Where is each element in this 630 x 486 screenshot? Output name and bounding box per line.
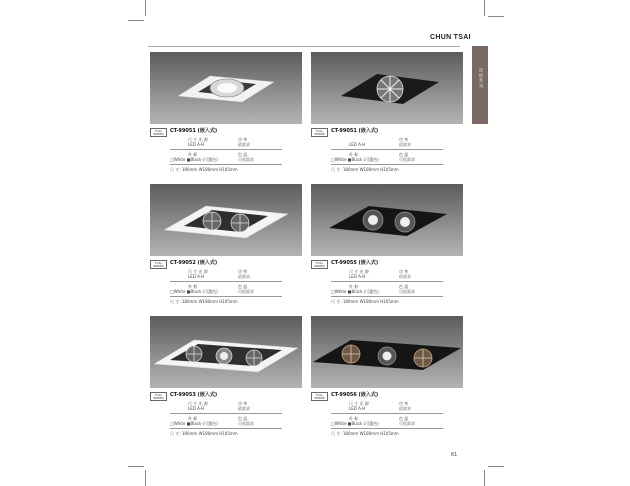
spec-label: 尺 寸 光 源 <box>188 137 208 142</box>
spec-label: 尺 寸 光 源 <box>188 269 208 274</box>
spec-label: 色 溫 <box>238 284 248 289</box>
spec-value: 依需求 <box>238 406 250 411</box>
spec-label: 尺 寸 光 源 <box>349 401 369 406</box>
series-tag: FULL SERIES <box>150 128 167 137</box>
divider <box>170 428 282 429</box>
crop-mark <box>484 470 485 486</box>
divider <box>331 164 443 165</box>
spec-value: LED A-H <box>188 274 205 279</box>
series-tag: FULL SERIES <box>311 392 328 401</box>
spec-value: 依需求 <box>238 142 250 147</box>
spec-label: 功 率 <box>238 137 248 142</box>
series-tag: FULL SERIES <box>311 128 328 137</box>
dimensions: 尺 寸: 180mm W180mm H105mm <box>170 431 238 436</box>
spec-label: 色 溫 <box>399 416 409 421</box>
spec-value: 可依需求 <box>238 289 254 294</box>
spec-label: 色 溫 <box>399 284 409 289</box>
model-number: CT-99053 (嵌入式) <box>170 392 218 398</box>
spec-value: 依需求 <box>399 142 411 147</box>
spec-value: LED A-H <box>349 274 366 279</box>
divider <box>170 296 282 297</box>
spec-value: 可依需求 <box>399 157 415 162</box>
spec-label: 外 框 <box>349 284 359 289</box>
divider <box>170 149 282 150</box>
dimensions: 尺 寸: 180mm W180mm H105mm <box>331 167 399 172</box>
model-number: CT-99052 (嵌入式) <box>170 260 218 266</box>
series-tag: FULL SERIES <box>150 260 167 269</box>
model-number: CT-99051 (嵌入式) <box>331 128 379 134</box>
spec-value: 可依需求 <box>238 421 254 426</box>
spec-value: 可依需求 <box>399 421 415 426</box>
divider <box>170 281 282 282</box>
spec-value: LED A-H <box>188 406 205 411</box>
spec-row <box>170 416 282 428</box>
crop-mark <box>128 466 144 467</box>
downlight-double-black <box>311 184 463 256</box>
product-photo <box>150 184 302 256</box>
spec-row <box>331 416 443 428</box>
spec-label: 外 框 <box>349 152 359 157</box>
series-tag: FULL SERIES <box>311 260 328 269</box>
spec-row <box>170 284 282 296</box>
spec-row <box>331 401 443 413</box>
spec-value: □White ■Black (可選色) <box>331 421 379 426</box>
divider <box>331 296 443 297</box>
downlight-triple-white <box>150 316 302 388</box>
spec-row <box>331 137 443 149</box>
spec-row <box>170 269 282 281</box>
spec-value: 可依需求 <box>399 289 415 294</box>
downlight-single-black-grille <box>311 52 463 124</box>
downlight-single-white <box>150 52 302 124</box>
spec-label: 外 框 <box>188 284 198 289</box>
side-tab-label: 崁 燈 系 列 <box>479 68 484 88</box>
spec-value: □White ■Black (可選色) <box>170 421 218 426</box>
spec-label: 功 率 <box>399 401 409 406</box>
spec-row <box>170 401 282 413</box>
divider <box>331 149 443 150</box>
spec-value: LED A-H <box>349 142 366 147</box>
spec-label: 功 率 <box>238 401 248 406</box>
spec-label: 尺 寸 光 源 <box>349 269 369 274</box>
product-photo <box>311 316 463 388</box>
model-number: CT-99055 (嵌入式) <box>331 260 379 266</box>
spec-value: 依需求 <box>238 274 250 279</box>
divider <box>331 428 443 429</box>
product-photo <box>311 52 463 124</box>
dimensions: 尺 寸: 180mm W180mm H105mm <box>170 299 238 304</box>
spec-label: 功 率 <box>238 269 248 274</box>
spec-label: 功 率 <box>399 137 409 142</box>
model-number: CT-99056 (嵌入式) <box>331 392 379 398</box>
spec-value: 依需求 <box>399 274 411 279</box>
spec-value: 可依需求 <box>238 157 254 162</box>
spec-value: □White ■Black (可選色) <box>170 157 218 162</box>
spec-value: 依需求 <box>399 406 411 411</box>
spec-label: 色 溫 <box>238 416 248 421</box>
divider <box>331 413 443 414</box>
divider <box>331 281 443 282</box>
crop-mark <box>488 466 504 467</box>
spec-label: 色 溫 <box>238 152 248 157</box>
header-rule <box>148 46 460 47</box>
crop-mark <box>145 0 146 16</box>
series-tag: FULL SERIES <box>150 392 167 401</box>
spec-row <box>170 137 282 149</box>
spec-value: □White ■Black (可選色) <box>331 289 379 294</box>
spec-value: LED A-H <box>188 142 205 147</box>
spec-row <box>331 269 443 281</box>
side-tab <box>472 46 488 124</box>
spec-row <box>170 152 282 164</box>
spec-label: 外 框 <box>188 152 198 157</box>
downlight-double-white <box>150 184 302 256</box>
dimensions: 尺 寸: 180mm W180mm H105mm <box>331 431 399 436</box>
spec-label: 色 溫 <box>399 152 409 157</box>
dimensions: 尺 寸: 180mm W180mm H105mm <box>170 167 238 172</box>
divider <box>170 164 282 165</box>
product-photo <box>150 52 302 124</box>
product-photo <box>311 184 463 256</box>
page-number: 61 <box>451 452 458 458</box>
spec-label: 尺 寸 光 源 <box>188 401 208 406</box>
model-number: CT-99051 (嵌入式) <box>170 128 218 134</box>
divider <box>170 413 282 414</box>
spec-label: 外 框 <box>349 416 359 421</box>
spec-value: □White ■Black (可選色) <box>331 157 379 162</box>
spec-value: LED A-H <box>349 406 366 411</box>
spec-label: 功 率 <box>399 269 409 274</box>
product-photo <box>150 316 302 388</box>
spec-value: □White ■Black (可選色) <box>170 289 218 294</box>
brand-name: CHUN TSAI <box>430 34 471 41</box>
spec-label: 外 框 <box>188 416 198 421</box>
crop-mark <box>488 16 504 17</box>
crop-mark <box>128 20 144 21</box>
spec-row <box>331 152 443 164</box>
crop-mark <box>145 470 146 486</box>
dimensions: 尺 寸: 180mm W180mm H105mm <box>331 299 399 304</box>
crop-mark <box>484 0 485 16</box>
downlight-triple-black <box>311 316 463 388</box>
spec-row <box>331 284 443 296</box>
